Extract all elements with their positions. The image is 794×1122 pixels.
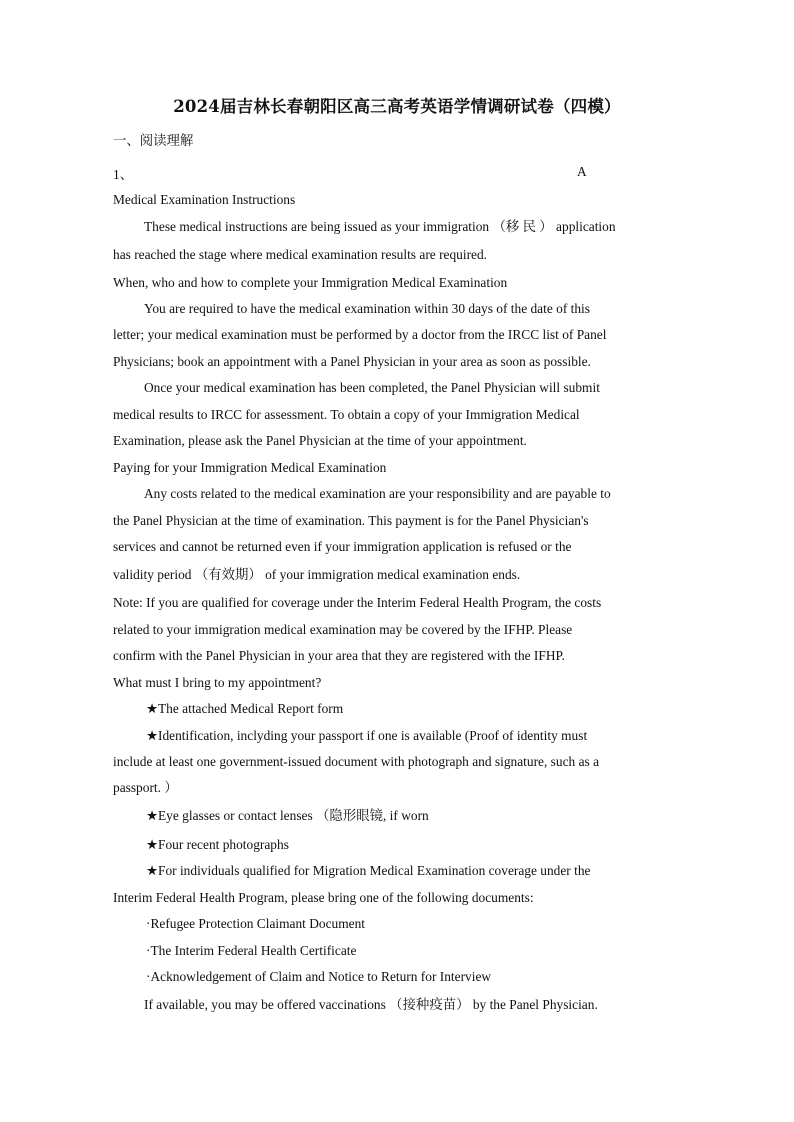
paragraph-line: These medical instructions are being issued as your immigration （移 民 ） application xyxy=(144,219,616,234)
bullet-item: ★For individuals qualified for Migration Medical Examination coverage under the xyxy=(146,863,591,878)
bullet-item: ★Four recent photographs xyxy=(146,837,289,852)
note-line: Note: If you are qualified for coverage under the Interim Federal Health Program, the costs xyxy=(113,595,602,610)
paragraph-line: If available, you may be offered vaccinations （接种疫苗） by the Panel Physician. xyxy=(144,997,598,1012)
note-line: confirm with the Panel Physician in your area that they are registered with the IFHP. xyxy=(113,648,565,663)
paragraph-line: letter; your medical examination must be performed by a doctor from the IRCC list of Panel xyxy=(113,327,607,342)
paragraph-line: Any costs related to the medical examination are your responsibility and are payable to xyxy=(144,486,611,501)
question-number: 1、 xyxy=(113,167,134,182)
section-subheading: What must I bring to my appointment? xyxy=(113,675,322,690)
section-heading: 一、阅读理解 xyxy=(113,133,194,148)
paragraph-line: Physicians; book an appointment with a Panel Physician in your area as soon as possible. xyxy=(113,354,591,369)
section-subheading: When, who and how to complete your Immigration Medical Examination xyxy=(113,275,508,290)
bullet-item: ★Eye glasses or contact lenses （隐形眼镜, if worn xyxy=(146,808,429,823)
passage-label: A xyxy=(577,164,587,179)
sub-list-item: ·The Interim Federal Health Certificate xyxy=(146,943,357,958)
paragraph-line: passport. ） xyxy=(113,780,178,795)
paragraph-line: You are required to have the medical examination within 30 days of the date of this xyxy=(144,301,590,316)
paragraph-line: Interim Federal Health Program, please bring one of the following documents: xyxy=(113,890,534,905)
paragraph-line: medical results to IRCC for assessment. To obtain a copy of your Immigration Medical xyxy=(113,407,580,422)
paragraph-line: Examination, please ask the Panel Physician at the time of your appointment. xyxy=(113,433,527,448)
sub-list-item: ·Refugee Protection Claimant Document xyxy=(146,916,366,931)
section-subheading: Paying for your Immigration Medical Examination xyxy=(113,460,387,475)
paragraph-line: has reached the stage where medical examination results are required. xyxy=(113,247,488,262)
sub-list-item: ·Acknowledgement of Claim and Notice to Return for Interview xyxy=(146,969,492,984)
paragraph-line: Once your medical examination has been completed, the Panel Physician will submit xyxy=(144,380,600,395)
bullet-item: ★The attached Medical Report form xyxy=(146,701,344,716)
paragraph-line: include at least one government-issued document with photograph and signature, such as a xyxy=(113,754,600,769)
paragraph-line: the Panel Physician at the time of examination. This payment is for the Panel Physician's xyxy=(113,513,589,528)
passage-heading: Medical Examination Instructions xyxy=(113,192,296,207)
note-line: related to your immigration medical examination may be covered by the IFHP. Please xyxy=(113,622,573,637)
paragraph-line: services and cannot be returned even if your immigration application is refused or the xyxy=(113,539,572,554)
paragraph-line: validity period （有效期） of your immigration medical examination ends. xyxy=(113,567,521,582)
document-title: 2024届吉林长春朝阳区高三高考英语学情调研试卷（四模） xyxy=(173,97,621,116)
bullet-item: ★Identification, inclyding your passport if one is available (Proof of identity must xyxy=(146,728,588,743)
